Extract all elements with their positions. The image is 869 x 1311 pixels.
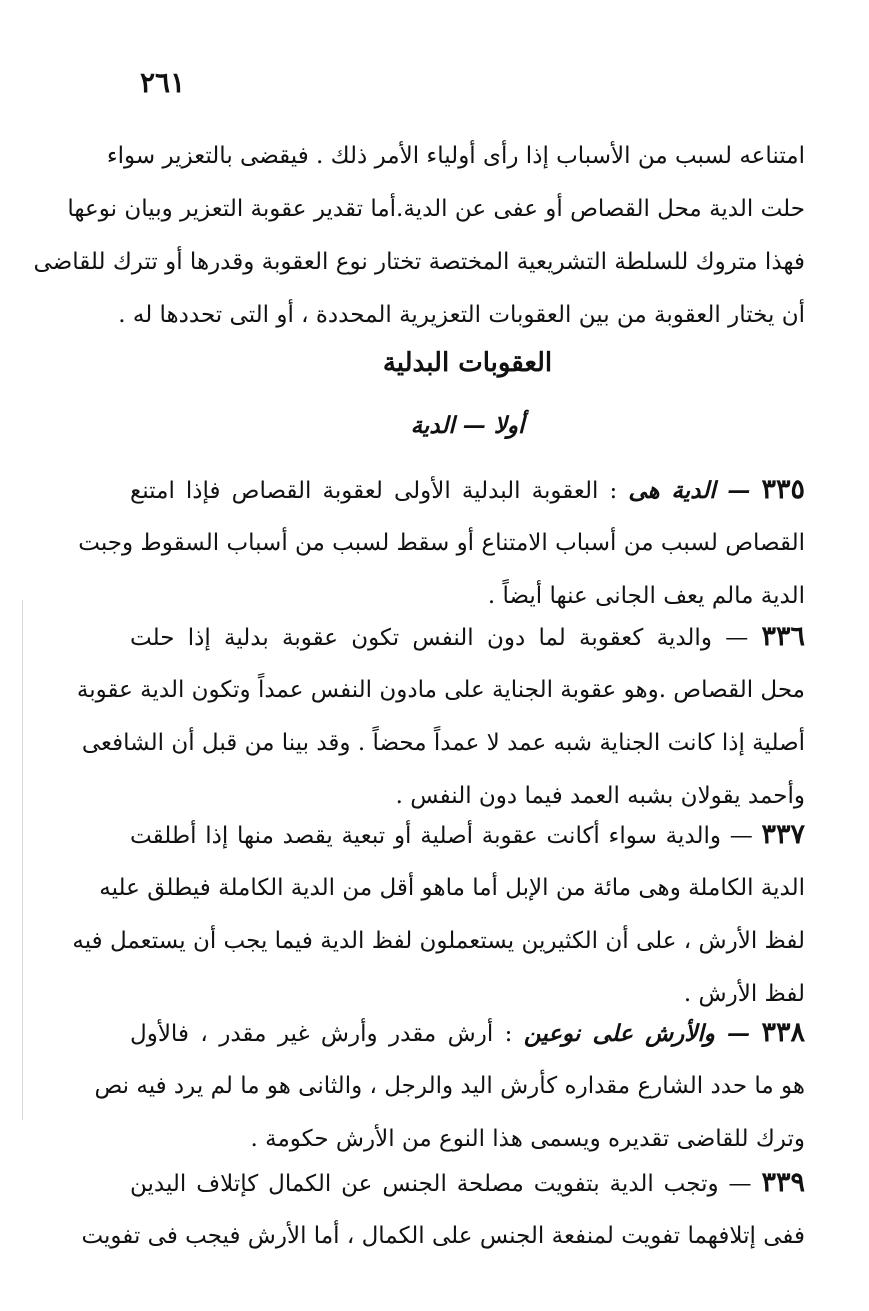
paragraph-lead: — الدية هى xyxy=(628,477,751,504)
text-line xyxy=(130,1013,805,1053)
text-line xyxy=(130,470,805,510)
line-text: : العقوبة البدلية الأولى لعقوبة القصاص فإذا امتنع xyxy=(130,478,618,504)
text-line xyxy=(130,1163,805,1203)
line-text: — وتجب الدية بتفويت مصلحة الجنس عن الكمال كإتلاف اليدين xyxy=(130,1171,752,1197)
paragraph-number: ٣٣٧ xyxy=(761,819,806,850)
text-line xyxy=(130,815,805,855)
paragraph-number: ٣٣٥ xyxy=(761,474,805,505)
text-line: الدية الكاملة وهى مائة من الإبل أما ماهو أقل من الدية الكاملة فيطلق عليه xyxy=(99,875,805,901)
text-line: هو ما حدد الشارع مقداره كأرش اليد والرجل ، والثانى هو ما لم يرد فيه نص xyxy=(94,1073,805,1099)
text-line xyxy=(130,617,805,657)
page-number: ٢٦١ xyxy=(140,66,186,99)
text-line: ففى إتلافهما تفويت لمنفعة الجنس على الكمال ، أما الأرش فيجب فى تفويت xyxy=(81,1223,805,1249)
section-heading: العقوبات البدلية xyxy=(382,348,553,378)
text-line: لفظ الأرش . xyxy=(683,981,805,1007)
text-line: الدية مالم يعف الجانى عنها أيضاً . xyxy=(487,583,805,609)
text-line: امتناعه لسبب من الأسباب إذا رأى أولياء الأمر ذلك . فيقضى بالتعزير سواء xyxy=(106,143,805,169)
subsection-heading: أولا — الدية xyxy=(410,412,525,439)
text-line: فهذا متروك للسلطة التشريعية المختصة تختار نوع العقوبة وقدرها أو تترك للقاضى xyxy=(33,249,805,275)
text-line: وأحمد يقولان بشبه العمد فيما دون النفس . xyxy=(395,783,805,809)
text-line: أن يختار العقوبة من بين العقوبات التعزيرية المحددة ، أو التى تحددها له . xyxy=(118,302,805,328)
line-text: — والدية كعقوبة لما دون النفس تكون عقوبة بدلية إذا حلت xyxy=(130,625,749,651)
scan-margin-line xyxy=(22,600,23,1120)
text-line: وترك للقاضى تقديره ويسمى هذا النوع من الأرش حكومة . xyxy=(250,1126,805,1152)
text-line: حلت الدية محل القصاص أو عفى عن الدية.أما تقدير عقوبة التعزير وبيان نوعها xyxy=(67,196,805,222)
text-line: القصاص لسبب من أسباب الامتناع أو سقط لسبب من أسباب السقوط وجبت xyxy=(78,530,805,556)
paragraph-number: ٣٣٦ xyxy=(761,621,806,652)
text-line: محل القصاص .وهو عقوبة الجناية على مادون النفس عمداً وتكون الدية عقوبة xyxy=(76,677,805,703)
paragraph-number: ٣٣٩ xyxy=(761,1167,805,1198)
text-line: أصلية إذا كانت الجناية شبه عمد لا عمداً محضاً . وقد بينا من قبل أن الشافعى xyxy=(81,730,805,756)
paragraph-number: ٣٣٨ xyxy=(761,1017,806,1048)
text-line: لفظ الأرش ، على أن الكثيرين يستعملون لفظ الدية فيما يجب أن يستعمل فيه xyxy=(72,928,805,954)
line-text: : أرش مقدر وأرش غير مقدر ، فالأول xyxy=(130,1021,513,1047)
line-text: — والدية سواء أكانت عقوبة أصلية أو تبعية يقصد منها إذا أطلقت xyxy=(130,823,753,849)
paragraph-lead: — والأرش على نوعين xyxy=(523,1020,751,1047)
